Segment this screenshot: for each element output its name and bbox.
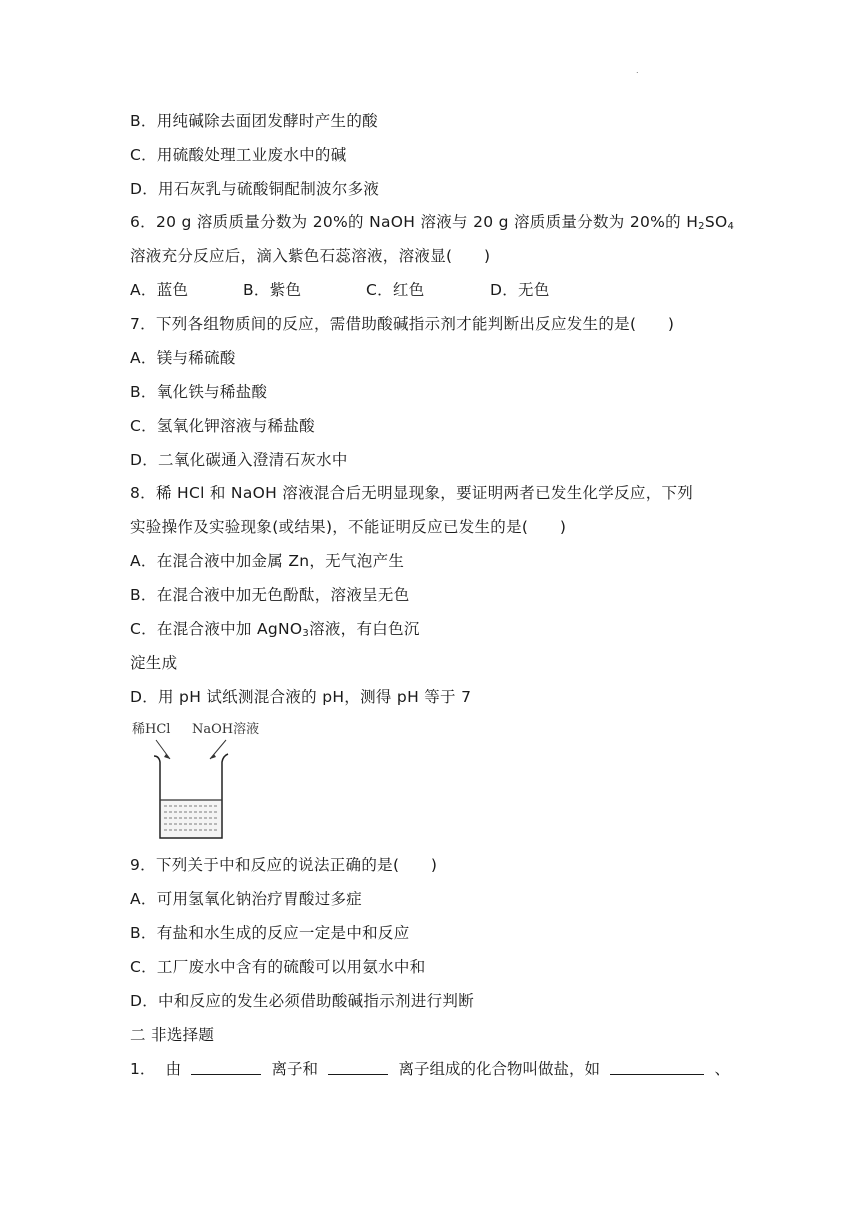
s2-q1-line	[130, 1058, 730, 1080]
q5-option-d: D．用石灰乳与硫酸铜配制波尔多液	[130, 180, 380, 198]
section-heading: 二 非选择题	[130, 1026, 215, 1044]
subscript: 2	[698, 221, 705, 232]
subscript: 4	[727, 221, 735, 232]
q8-stem-line2: 实验操作及实验现象(或结果)，不能证明反应已发生的是( )	[130, 518, 567, 536]
q9-option-b: B．有盐和水生成的反应一定是中和反应	[130, 924, 410, 942]
q8-option-c-text: 溶液，有白色沉	[309, 620, 420, 638]
q7-option-b: B．氧化铁与稀盐酸	[130, 383, 268, 401]
q5-option-b: B．用纯碱除去面团发酵时产生的酸	[130, 112, 378, 130]
q6-stem-line2: 溶液充分反应后，滴入紫色石蕊溶液，溶液显( )	[130, 247, 491, 265]
q6-option-b: B．紫色	[243, 281, 302, 299]
q8-option-c-text: C．在混合液中加 AgNO	[130, 620, 303, 638]
beaker-illustration	[130, 718, 270, 842]
header-mark: .	[636, 66, 639, 75]
q6-stem-text: 6．20 g 溶质质量分数为 20%的 NaOH 溶液与 20 g 溶质质量分数为 20%的 H	[130, 213, 699, 231]
q8-option-b: B．在混合液中加无色酚酞，溶液呈无色	[130, 586, 410, 604]
q7-option-a: A．镁与稀硫酸	[130, 349, 236, 367]
q8-option-d: D．用 pH 试纸测混合液的 pH，测得 pH 等于 7	[130, 688, 472, 706]
figure-label-naoh: NaOH溶液	[192, 722, 260, 737]
s2-q1-text: 、	[714, 1060, 730, 1078]
q8-option-a: A．在混合液中加金属 Zn，无气泡产生	[130, 552, 405, 570]
q8-option-c	[130, 618, 420, 645]
q6-option-d: D．无色	[490, 281, 550, 299]
q9-option-c: C．工厂废水中含有的硫酸可以用氨水中和	[130, 958, 426, 976]
q8-stem-line1: 8．稀 HCl 和 NaOH 溶液混合后无明显现象，要证明两者已发生化学反应，下列	[130, 484, 694, 502]
s2-q1-text: 离子和	[271, 1060, 319, 1078]
q7-stem: 7．下列各组物质间的反应，需借助酸碱指示剂才能判断出反应发生的是( )	[130, 315, 675, 333]
q6-option-c: C．红色	[366, 281, 425, 299]
q7-option-c: C．氢氧化钾溶液与稀盐酸	[130, 417, 315, 435]
q9-option-d: D．中和反应的发生必须借助酸碱指示剂进行判断	[130, 992, 475, 1010]
q9-stem: 9．下列关于中和反应的说法正确的是( )	[130, 856, 438, 874]
subscript: 3	[302, 628, 310, 639]
s2-q1-text: 由	[165, 1060, 182, 1078]
q8-option-c-continued: 淀生成	[130, 654, 178, 672]
s2-q1-text: 离子组成的化合物叫做盐，如	[398, 1060, 601, 1078]
fill-blank[interactable]	[328, 1058, 388, 1075]
figure-label-hcl: 稀HCl	[132, 722, 171, 737]
fill-blank[interactable]	[610, 1058, 704, 1075]
s2-q1-number: 1．	[130, 1060, 156, 1078]
q6-stem-text: SO	[704, 213, 728, 231]
q7-option-d: D．二氧化碳通入澄清石灰水中	[130, 451, 348, 469]
q6-stem-line1	[130, 211, 734, 238]
q5-option-c: C．用硫酸处理工业废水中的碱	[130, 146, 347, 164]
beaker-figure	[130, 718, 270, 842]
fill-blank[interactable]	[191, 1058, 261, 1075]
q6-option-a: A．蓝色	[130, 281, 189, 299]
q6-options	[130, 279, 550, 301]
q9-option-a: A．可用氢氧化钠治疗胃酸过多症	[130, 890, 363, 908]
